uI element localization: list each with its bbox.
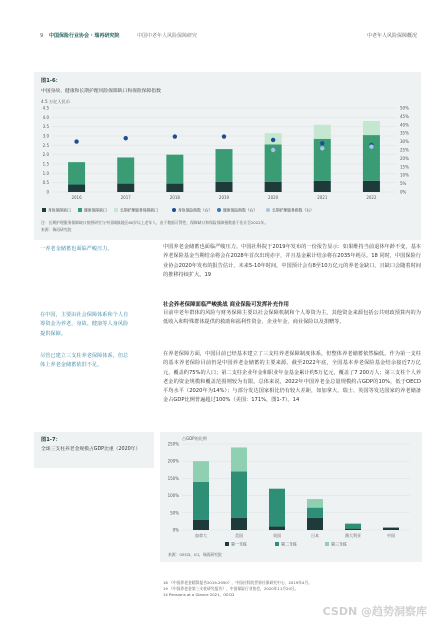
bar-segment — [231, 447, 247, 471]
x-tick-label: 日本 — [311, 533, 319, 538]
bar-segment — [383, 528, 399, 530]
y2-tick-label: 10% — [400, 172, 409, 178]
bar-segment — [269, 527, 285, 530]
legend-label: 身故保障缺口 — [48, 207, 71, 213]
x-tick-label: 2017 — [120, 195, 131, 200]
y-tick-label: 1.5 — [42, 161, 49, 167]
figure-2-title: 全球三支柱养老金规模占GDP比重（2020年） — [41, 447, 141, 452]
legend-swatch — [275, 542, 279, 546]
section-heading: 社会养老保障面临严峻挑战 商业保险可发挥补充作用 — [163, 302, 289, 308]
y2-tick-label: 15% — [400, 164, 409, 170]
bar-segment — [345, 524, 361, 529]
legend-swatch — [114, 208, 118, 212]
index-point-ltc — [271, 148, 275, 152]
x-tick-label: 2021 — [317, 195, 328, 200]
paragraph-3: 在养老保障方面，中国目前已经基本建立了三支柱养老保障制度体系，但整体养老储蓄依然偏低。作为第一支柱的基本养老保险目前仍是中国养老金储蓄的主要来源。截至2022年底，全国基本养老保险基金结余接近7万亿元，覆盖约75%的人口；第二支柱企业年金和职业年金基金累计约5万亿元，覆盖了7 200万人；第三支柱个人养老金的资金规模和覆盖范围则较为有限。总体来说，2022年中国养老金总量规模约占GDP的10%，低于OECD平均水平（2020年为14%）；与部分发达国家相比仍有较大差距，如加拿大、瑞士、英国等发达国家的养老储备金占GDP比例普遍超过100%（美国：171%，图1-7）。14 — [163, 351, 421, 404]
legend-label: 第三支柱 — [331, 541, 347, 547]
sidebar-note-3: 尽管已建立三支柱养老保障体系，但总体上养老金储蓄依旧不足。 — [40, 353, 129, 369]
index-point-mortality — [124, 136, 128, 140]
bar-segment — [193, 482, 209, 520]
legend-label: 长期护理服务指数（右） — [272, 207, 314, 213]
x-tick-label: 英国 — [273, 533, 281, 538]
header-report: 中国中老年人风险保障研究 — [137, 33, 198, 39]
x-tick-label: 2022 — [366, 195, 377, 200]
y2-tick-label: 5% — [400, 181, 407, 187]
y-tick-label: 3.0 — [42, 133, 49, 139]
legend-marker — [217, 208, 221, 212]
index-point-mortality — [222, 134, 226, 138]
y-tick-label: 0% — [172, 527, 179, 533]
y-tick-label: 2.5 — [42, 142, 49, 148]
y2-tick-label: 0% — [400, 189, 407, 195]
bar-segment — [117, 157, 134, 183]
header-org: 中国保险行业协会 · 瑞再研究院 — [49, 33, 120, 39]
index-point-ltc — [320, 146, 324, 150]
index-point-ltc — [369, 144, 373, 148]
bar-segment — [314, 181, 331, 192]
y2-tick-label: 50% — [400, 105, 409, 111]
legend-swatch — [78, 208, 82, 212]
bar-segment — [68, 185, 85, 192]
x-tick-label: 加拿大 — [195, 533, 207, 538]
figure-1-chart — [34, 100, 421, 220]
y2-tick-label: 20% — [400, 155, 409, 161]
figure-1-note: 注：长期护理服务保障缺口按照研究与中国城镇地区60岁以上老年人、由于数据可得性，保障缺口和保险保障指数基于估计至2022年。 — [41, 220, 269, 225]
paragraph-1: 中国养老金储蓄也面临严峻压力。中国社科院于2019年发布的一份报告显示：如果维持当前退休年龄不变，基本养老保险基金当期结余将会在2028年首次出现赤字，并且基金累计结余将在2035年耗尽。18 同时，中国保险行业协会2020年发布的报告估计，未来5-10年时间，中国预计会有8至10万亿元的养老金缺口，且缺口会随着时间的推移持续扩大。19 — [163, 244, 421, 278]
x-tick-label: 2018 — [169, 195, 180, 200]
figure-2-label: 图1-7： — [41, 437, 61, 443]
bar-segment — [193, 461, 209, 482]
figure-1-source: 来源：瑞再研究院 — [41, 227, 72, 232]
bar-segment — [216, 149, 233, 182]
bar-segment — [193, 520, 209, 530]
index-point-mortality — [173, 134, 177, 138]
y-tick-label: 0 — [46, 189, 49, 195]
bar-segment — [166, 155, 183, 184]
bar-segment — [216, 182, 233, 192]
bar-segment — [363, 121, 380, 135]
index-point-mortality — [271, 138, 275, 142]
index-point-mortality — [74, 139, 78, 143]
bar-segment — [307, 518, 323, 530]
bar-segment — [307, 508, 323, 518]
page-number: 9 — [40, 33, 44, 39]
x-tick-label: 2020 — [268, 195, 279, 200]
footnote-3: 14 Pensions at a Glance 2021，OECD — [163, 592, 235, 597]
y-tick-label: 4.5 — [42, 105, 49, 111]
x-tick-label: 澳大利亚 — [345, 533, 361, 538]
bar-segment — [363, 181, 380, 192]
y-axis-label: 占GDP的比例 — [182, 436, 207, 441]
legend-marker — [266, 208, 270, 212]
legend-label: 健康保障缺口 — [84, 207, 107, 213]
bar-segment — [117, 184, 134, 192]
y-tick-label: 0.5 — [42, 180, 49, 186]
y2-tick-label: 45% — [400, 113, 409, 119]
page-header — [40, 31, 417, 41]
x-tick-label: 2016 — [71, 195, 82, 200]
y-tick-label: 1.0 — [42, 170, 49, 176]
y-tick-label: 150% — [167, 475, 179, 481]
footnote-1: 18 《中国养老金精算报告2019-2050》，中国社科院世界社保研究中心，2019年4月。 — [163, 580, 312, 585]
figure-1-panel — [34, 72, 421, 240]
x-tick-label: 美国 — [235, 533, 243, 538]
legend-marker — [172, 208, 176, 212]
footnote-2: 19 《中国养老金第三支柱研究报告》，中国保险行业协会，2020年11月20日。 — [163, 586, 299, 591]
bar-segment — [307, 499, 323, 508]
y-tick-label: 3.5 — [42, 124, 49, 130]
figure-2-panel — [160, 432, 422, 562]
header-section: 中老年人风险保障概况 — [366, 33, 417, 39]
watermark: CSDN @趋势洞察库 — [322, 605, 427, 618]
y-tick-label: 2.0 — [42, 152, 49, 158]
sidebar-note-1: 一养老金储蓄也面临严峻压力。 — [40, 246, 113, 252]
bar-segment — [269, 489, 285, 527]
x-tick-label: 2019 — [218, 195, 230, 200]
y-tick-label: 250% — [167, 441, 179, 447]
y-tick-label: 4.0 — [42, 114, 49, 120]
figure-2-chart — [160, 432, 422, 552]
bar-segment — [265, 182, 282, 192]
bar-segment — [231, 518, 247, 530]
figure-1-title: 中国身故、健康和长期护理风险保障缺口和保险保障指数 — [41, 89, 161, 94]
bar-segment — [68, 162, 85, 184]
y2-tick-label: 25% — [400, 147, 409, 153]
legend-swatch — [42, 208, 46, 212]
legend-swatch — [325, 542, 329, 546]
legend-label: 健康保险指数（右） — [223, 207, 258, 213]
bar-segment — [166, 184, 183, 192]
figure-1-label: 图1-6： — [41, 78, 61, 84]
x-tick-label: 中国 — [387, 533, 395, 538]
figure-1-unit: 4.5 万亿人民币 — [41, 99, 70, 104]
bar-segment — [363, 135, 380, 181]
y-tick-label: 100% — [167, 493, 179, 499]
figure-2-caption-panel — [34, 432, 154, 468]
figure-2-source: 来源：OECD，ICI，瑞再研究院 — [168, 552, 222, 557]
legend-label: 第一支柱 — [231, 541, 247, 547]
y-tick-label: 50% — [170, 510, 179, 516]
legend-swatch — [225, 542, 229, 546]
y2-tick-label: 40% — [400, 122, 409, 128]
index-point-mortality — [320, 141, 324, 145]
paragraph-2: 目前中老年群体的风险与财务保障主要以社会保障机制和个人筹资为主，其他资金来源包括公共财政预算内的为低收入和特殊群体提供的救助和福利性资金、企业年金、商业保险以及捐赠等。 — [163, 310, 421, 326]
y2-tick-label: 35% — [400, 130, 409, 136]
legend-label: 长期护理服务保障缺口 — [120, 207, 158, 213]
bar-segment — [345, 523, 361, 524]
legend-label: 身故保险指数（右） — [178, 207, 213, 213]
y-tick-label: 200% — [167, 458, 179, 464]
sidebar-note-2: 在中国，主要由社会保障体系和个人自筹资金为养老、身故、健康等人身风险提供保障。 — [40, 312, 129, 337]
bar-segment — [314, 125, 331, 139]
legend-label: 第二支柱 — [281, 541, 297, 547]
y2-tick-label: 30% — [400, 139, 409, 145]
bar-segment — [345, 529, 361, 530]
bar-segment — [231, 472, 247, 518]
